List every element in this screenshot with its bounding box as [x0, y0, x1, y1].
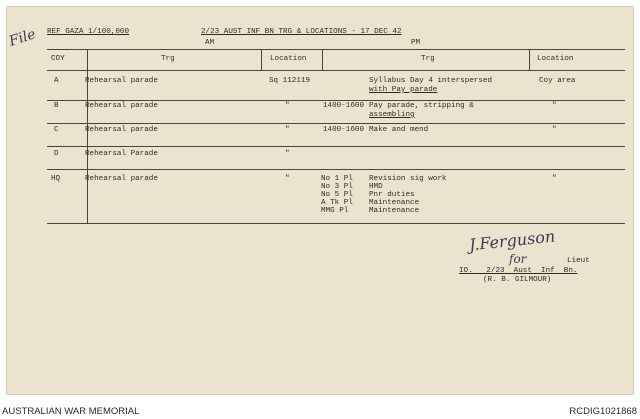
am-label: AM	[205, 39, 215, 47]
row-b-trg-pm-2: assembling	[369, 111, 415, 119]
hq-subunit: No 1 Pl	[321, 175, 353, 183]
row-b-coy: B	[54, 102, 59, 110]
row-a-loc-am: Sq 112119	[269, 77, 311, 85]
signature: J.Ferguson	[468, 226, 557, 255]
document-title: 2/23 AUST INF BN TRG & LOCATIONS - 17 DEC 42	[201, 28, 402, 36]
pm-label: PM	[411, 39, 421, 47]
document-page	[6, 6, 634, 395]
row-b-time: 1400-1600	[323, 102, 365, 110]
row-c-trg-am: Rehearsal parade	[85, 126, 158, 134]
hq-task: Revision sig work	[369, 175, 447, 183]
row-hq-loc-pm: "	[552, 175, 557, 183]
row-d-loc-am: "	[285, 150, 290, 158]
footer-item-id: RCDIG1021868	[569, 406, 637, 417]
row-hq-trg-am: Rehearsal parade	[85, 175, 158, 183]
row-hq-coy: HQ	[51, 175, 61, 183]
col-header-trg-pm: Trg	[421, 55, 435, 63]
row-b-trg-pm-1: Pay parade, stripping &	[369, 102, 474, 110]
hq-subunit: No 5 Pl	[321, 191, 353, 199]
row-a-trg-pm-2: with Pay parade	[369, 86, 438, 94]
rule-bottom	[47, 223, 625, 224]
col-header-coy: COY	[51, 55, 65, 63]
row-a-trg-pm-1: Syllabus Day 4 interspersed	[369, 77, 493, 85]
hq-subunit: No 3 Pl	[321, 183, 353, 191]
hq-task: Maintenance	[369, 207, 420, 215]
row-c-loc-pm: "	[552, 126, 557, 134]
rule-row-c	[47, 146, 625, 147]
signature-appointment: IO. 2/23 Aust Inf Bn.	[459, 267, 578, 275]
col-header-location-am: Location	[270, 55, 307, 63]
row-a-loc-pm: Coy area	[539, 77, 576, 85]
footer-institution: AUSTRALIAN WAR MEMORIAL	[2, 406, 140, 417]
row-c-trg-pm-1: Make and mend	[369, 126, 429, 134]
rule-header	[47, 70, 625, 71]
row-a-coy: A	[54, 77, 59, 85]
col-header-location-pm: Location	[537, 55, 574, 63]
hq-task: Maintenance	[369, 199, 420, 207]
row-b-trg-am: Rehearsal parade	[85, 102, 158, 110]
hq-task: Pnr duties	[369, 191, 415, 199]
col-divider-4	[529, 49, 530, 70]
signature-rank: Lieut	[567, 257, 590, 265]
col-divider-2	[261, 49, 262, 70]
row-b-loc-pm: "	[552, 102, 557, 110]
margin-note: File	[7, 26, 38, 50]
row-c-time: 1400-1600	[323, 126, 365, 134]
rule-row-a	[47, 100, 625, 101]
signature-for: for	[509, 252, 527, 266]
col-header-trg-am: Trg	[161, 55, 175, 63]
row-d-trg-am: Rehearsal Parade	[85, 150, 158, 158]
archive-footer	[0, 404, 640, 419]
rule-row-b	[47, 123, 625, 124]
row-c-coy: C	[54, 126, 59, 134]
hq-subunit: MMG Pl	[321, 207, 349, 215]
row-d-coy: D	[54, 150, 59, 158]
row-a-trg-am: Rehearsal parade	[85, 77, 158, 85]
col-divider-3	[322, 49, 323, 70]
hq-subunit: A Tk Pl	[321, 199, 353, 207]
signature-name: (R. B. GILMOUR)	[483, 276, 552, 284]
row-c-loc-am: "	[285, 126, 290, 134]
col-divider-1	[87, 49, 88, 223]
row-hq-loc-am: "	[285, 175, 290, 183]
rule-top	[47, 49, 625, 50]
map-reference: REF GAZA 1/100,000	[47, 28, 130, 36]
rule-row-d	[47, 169, 625, 170]
hq-task: HMD	[369, 183, 383, 191]
row-b-loc-am: "	[285, 102, 290, 110]
